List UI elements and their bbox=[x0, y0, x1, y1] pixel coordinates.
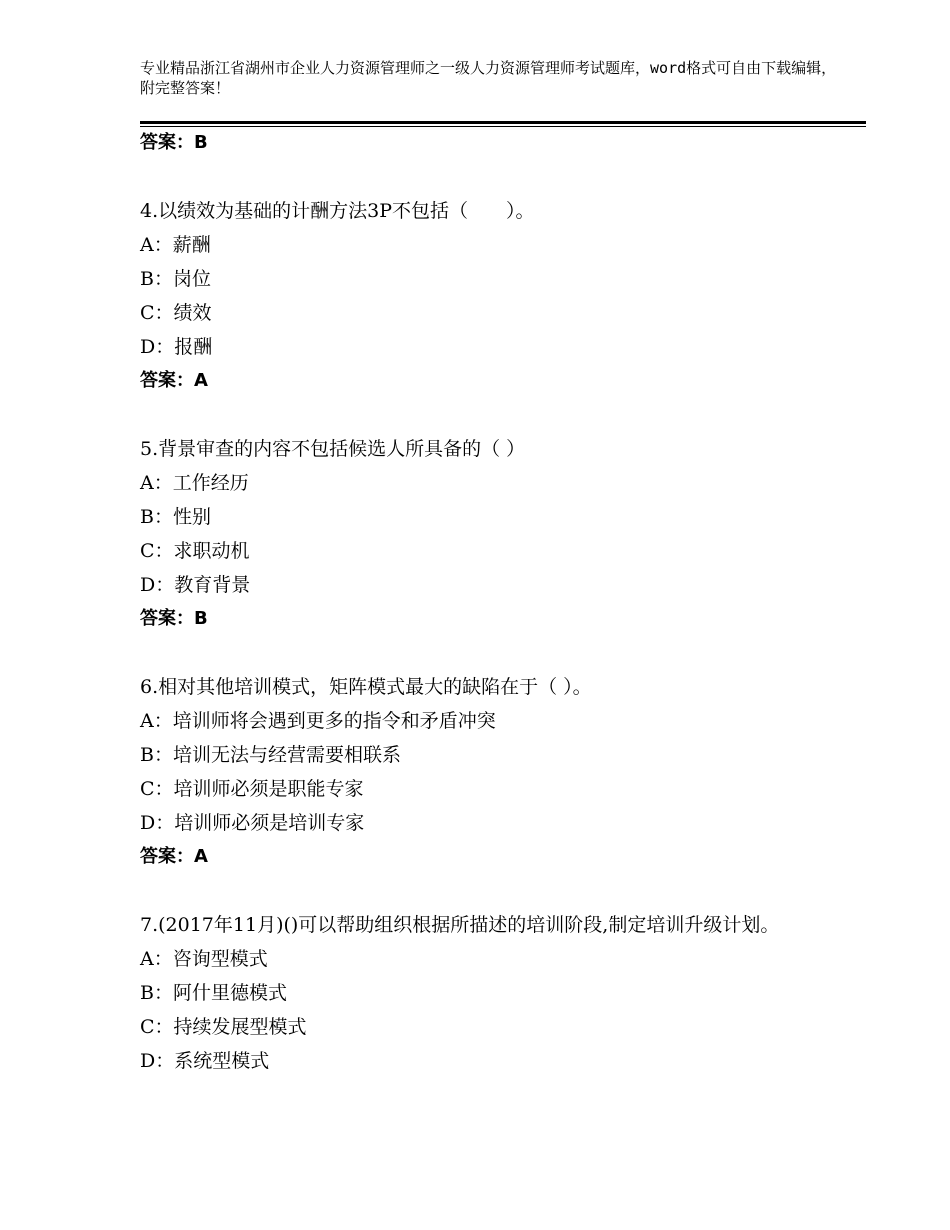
option-b: B：岗位 bbox=[140, 268, 211, 290]
document-header: 专业精品浙江省湖州市企业人力资源管理师之一级人力资源管理师考试题库，word格式可自由下载编辑，附完整答案！ bbox=[140, 59, 837, 97]
answer-label: 答案：B bbox=[140, 608, 208, 629]
question-4 bbox=[140, 194, 820, 398]
answer-label: 答案：A bbox=[140, 846, 208, 867]
option-c: C：培训师必须是职能专家 bbox=[140, 778, 364, 800]
option-a: A：工作经历 bbox=[140, 472, 249, 494]
option-b: B：培训无法与经营需要相联系 bbox=[140, 744, 401, 766]
option-d: D：系统型模式 bbox=[140, 1050, 270, 1072]
option-a: A：薪酬 bbox=[140, 234, 211, 256]
question-stem: 5.背景审查的内容不包括候选人所具备的（ ） bbox=[140, 438, 526, 460]
header-divider-thick bbox=[140, 121, 866, 124]
question-stem: 6.相对其他培训模式，矩阵模式最大的缺陷在于（ ）。 bbox=[140, 676, 592, 698]
option-b: B：阿什里德模式 bbox=[140, 982, 287, 1004]
option-c: C：求职动机 bbox=[140, 540, 250, 562]
option-a: A：培训师将会遇到更多的指令和矛盾冲突 bbox=[140, 710, 496, 732]
answer-label: 答案：B bbox=[140, 132, 208, 153]
question-6 bbox=[140, 670, 820, 874]
question-5 bbox=[140, 432, 820, 636]
option-a: A：咨询型模式 bbox=[140, 948, 268, 970]
answer-label: 答案：A bbox=[140, 370, 208, 391]
option-c: C：绩效 bbox=[140, 302, 212, 324]
option-d: D：教育背景 bbox=[140, 574, 251, 596]
option-d: D：报酬 bbox=[140, 336, 213, 358]
option-c: C：持续发展型模式 bbox=[140, 1016, 307, 1038]
question-stem: 7.(2017年11月)()可以帮助组织根据所描述的培训阶段,制定培训升级计划。 bbox=[140, 914, 780, 936]
option-b: B：性别 bbox=[140, 506, 211, 528]
question-7 bbox=[140, 908, 820, 1078]
question-list bbox=[140, 126, 820, 1078]
question-stem: 4.以绩效为基础的计酬方法3P不包括（ ）。 bbox=[140, 200, 535, 222]
option-d: D：培训师必须是培训专家 bbox=[140, 812, 365, 834]
